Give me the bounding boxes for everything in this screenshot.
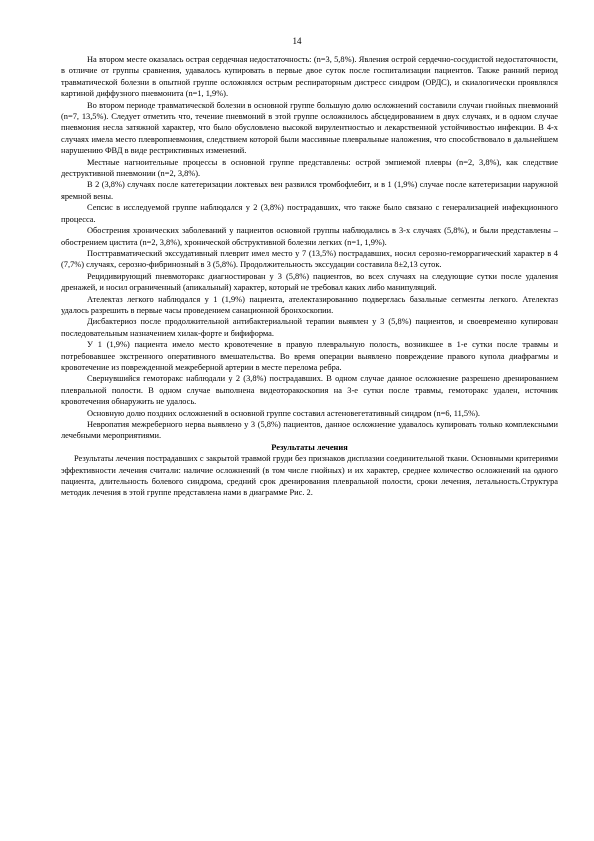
paragraph-atelectasis: Ателектаз легкого наблюдался у 1 (1,9%) пациента, ателектазированию подверглась базальные сегменты легкого. Ателектаз удалось разрешить в первые часы проведением санационной бронхоскопии. bbox=[61, 294, 558, 315]
paragraph-clotted-hemothorax: Свернувшийся гемоторакс наблюдали у 2 (3,8%) пострадавших. В одном случае данное осложнение разрешено дренированием плевральной полости. В одном случае выполнена видеоторакоскопия на 3-е сутки после травмы, гемоторакс удален, источник кровотечения обнаружить не удалось. bbox=[61, 374, 558, 407]
paragraph-treatment-results: Результаты лечения пострадавших с закрытой травмой груди без признаков дисплазии соединительной ткани. Основными критериями эффективности лечения считали: наличие осложнений (в том числе гнойных) и их характер, среднее количество осложнений на одного пациента, длительность болевого синдрома, средний срок дренирования плевральной полости, сроки лечения, летальность.Структура методик лечения в этой группе представлена нами в диаграмме Рис. 2. bbox=[61, 454, 558, 498]
paragraph-thrombophlebitis: В 2 (3,8%) случаях после катетеризации локтевых вен развился тромбофлебит, и в 1 (1,9%) случае после катетеризации наружной яремной вены. bbox=[61, 180, 558, 201]
page-number: 14 bbox=[292, 36, 302, 46]
paragraph-exudative-pleurisy: Посттравматический экссудативный плеврит имел место у 7 (13,5%) пострадавших, носил серозно-геморрагический характер в 4 (7,7%) случаях, серозно-фибринозный в 3 (5,8%). Продолжительность экссудации составила 8±2,13 суток. bbox=[61, 248, 558, 270]
paragraph-intercostal-neuropathy: Невропатия межреберного нерва выявлено у 3 (5,8%) пациентов, данное осложнение удавалось купировать только комплексными лечебными мероприятиями. bbox=[61, 420, 558, 441]
section-heading: Результаты лечения bbox=[271, 442, 348, 452]
paragraph-pleural-empyema: Местные нагноительные процессы в основной группе представлены: острой эмпиемой плевры (n=2, 3,8%), как следствие деструктивной пневмонии (n=2, 3,8%). bbox=[61, 157, 558, 179]
paragraph-chronic-exacerbations: Обострения хронических заболеваний у пациентов основной группы наблюдались в 3-х случаях (5,8%), и были представлены – обострением цистита (n=2, 3,8%), хронической обструктивной болезни легких (n=1, 1,9%). bbox=[61, 226, 558, 247]
paragraph-dysbacteriosis: Дисбактериоз после продолжительной антибактериальной терапии выявлен у 3 (5,8%) пациентов, и своевременно купирован последовательным назначением хилак-форте и бифиформа. bbox=[61, 317, 558, 338]
paragraph-sepsis: Сепсис в исследуемой группе наблюдался у 2 (3,8%) пострадавших, что также было связано с генерализацией инфекционного процесса. bbox=[61, 203, 558, 224]
paragraph-recurrent-pneumothorax: Рецидивирующий пневмоторакс диагностирован у 3 (5,8%) пациентов, во всех случаях на следующие сутки после удаления дренажей, и носил ограниченный (апикальный) характер, который не требовал каких либо манипуляций. bbox=[61, 271, 558, 293]
paragraph-asthenovegetative-syndrome: Основную долю поздних осложнений в основной группе составил астеновегетативный синдром (n=6, 11,5%). bbox=[87, 408, 480, 418]
document-body bbox=[61, 54, 558, 499]
paragraph-purulent-pneumonia: Во втором периоде травматической болезни в основной группе большую долю осложнений составили случаи гнойных пневмоний (n=7, 13,5%). Следует отметить что, течение пневмоний в этой группе осложнилось абсцедированием в двух случаях, и в одном случае пневмония несла затяжной характер, что было обусловлено высокой вирулентностью и лекарственной устойчивостью инфекции. В 4-х случаях имела место плевропневмония, следствием которой были массивные плевральные наложения, что способствовало в дальнейшем нарушению ФВД в виде рестриктивных изменений. bbox=[61, 100, 558, 156]
paragraph-bleeding: У 1 (1,9%) пациента имело место кровотечение в правую плевральную полость, возникшее в 1-е сутки после травмы и потребовавшее экстренного оперативного вмешательства. Во время операции выявлено повреждение правого купола диафрагмы и кровотечение из поврежденной межреберной артерии в месте перелома ребра. bbox=[61, 340, 558, 372]
paragraph-acute-heart-failure: На втором месте оказалась острая сердечная недостаточность: (n=3, 5,8%). Явления острой сердечно-сосудистой недостаточности, в отличие от группы сравнения, удавалось купировать в первые двое суток после госпитализации пациентов. Также ранний период травматической болезни в опытной группе осложнялся острым респираторным дистресс синдром (ОРДС), и скиалогически проявлялся картиной диффузного пневмонита (n=1, 1,9%). bbox=[61, 55, 558, 99]
